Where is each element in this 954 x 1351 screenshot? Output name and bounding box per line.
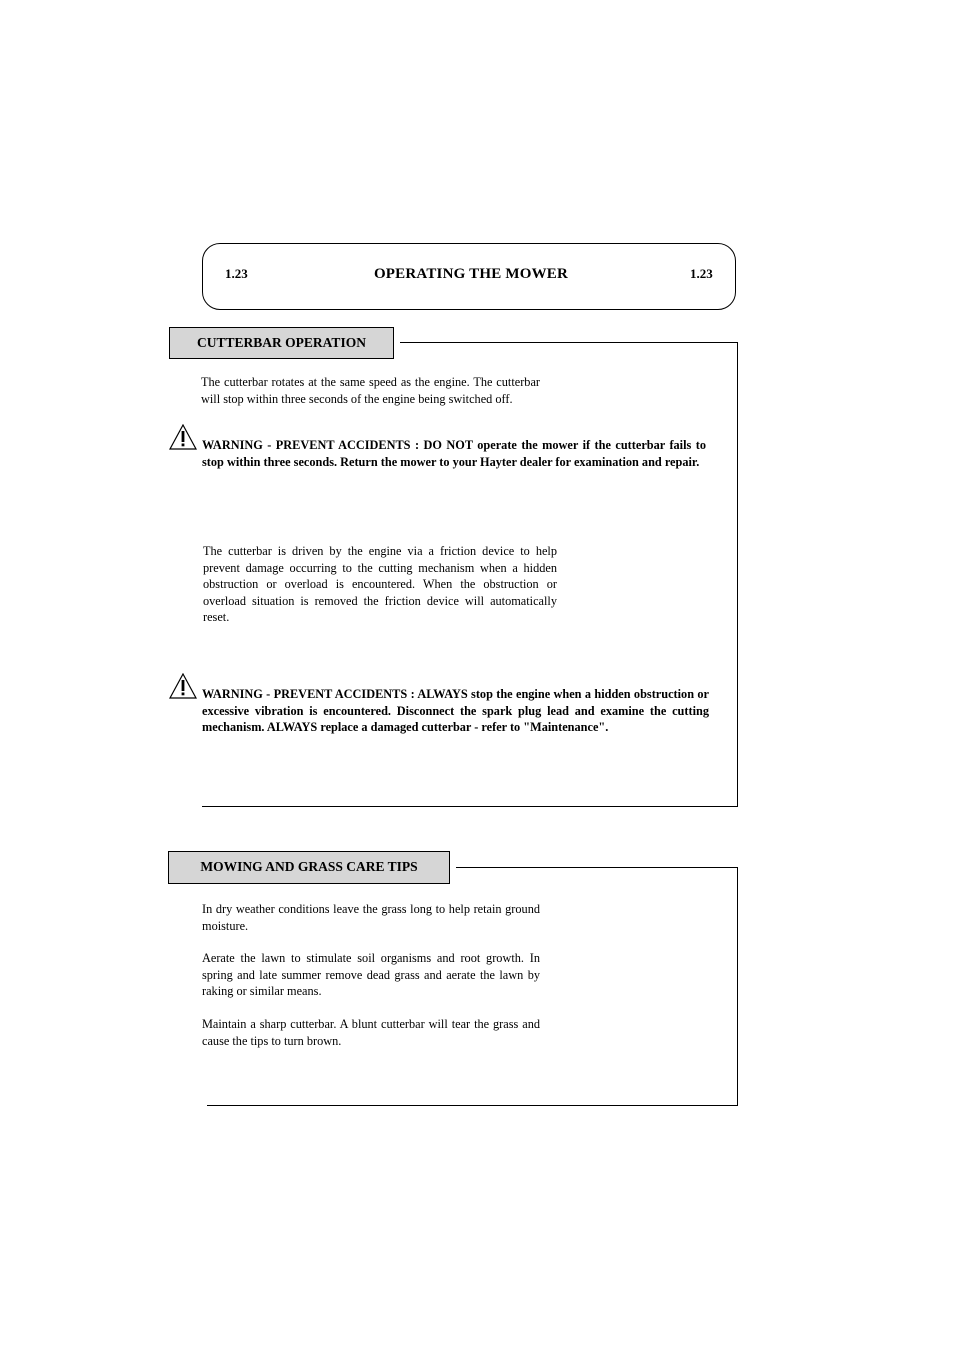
section-label-cutterbar-operation: CUTTERBAR OPERATION [169, 327, 394, 359]
section-label-mowing-tips: MOWING AND GRASS CARE TIPS [168, 851, 450, 884]
page-number-left: 1.23 [225, 266, 248, 281]
page-title: OPERATING THE MOWER [373, 266, 569, 282]
section-frame-top [456, 867, 737, 868]
friction-device-paragraph: The cutterbar is driven by the engine via a friction device to help prevent damage occurring to the cutting mechanism when a hidden obstruction or overload is encountered. When the obstruction or overload situation is removed the friction device will automatically reset. [203, 544, 557, 624]
section-frame-bottom [207, 1105, 738, 1106]
section-frame-right [737, 867, 738, 1106]
tip-dry-weather: In dry weather conditions leave the grass long to help retain ground moisture. [202, 902, 540, 933]
cutterbar-speed-paragraph: The cutterbar rotates at the same speed as the engine. The cutterbar will stop within three seconds of the engine being switched off. [201, 375, 540, 406]
section-frame-right [737, 342, 738, 807]
warning-triangle-icon [169, 424, 197, 450]
warning-cutterbar-stop: WARNING - PREVENT ACCIDENTS : DO NOT operate the mower if the cutterbar fails to stop within three seconds. Return the mower to your Hayter dealer for examination and repair. [202, 438, 706, 469]
section-frame-top [400, 342, 737, 343]
section-frame-bottom [202, 806, 738, 807]
tip-aerate-lawn: Aerate the lawn to stimulate soil organisms and root growth. In spring and late summer remove dead grass and aerate the lawn by raking or similar means. [202, 951, 540, 998]
warning-hidden-obstruction: WARNING - PREVENT ACCIDENTS : ALWAYS stop the engine when a hidden obstruction or excessive vibration is encountered. Disconnect the spark plug lead and examine the cutting mechanism. ALWAYS replace a damaged cutterbar - refer to "Maintenance". [202, 687, 709, 734]
page-number-right: 1.23 [690, 266, 713, 281]
tip-sharp-cutterbar: Maintain a sharp cutterbar. A blunt cutterbar will tear the grass and cause the tips to turn brown. [202, 1017, 540, 1048]
warning-triangle-icon [169, 673, 197, 699]
